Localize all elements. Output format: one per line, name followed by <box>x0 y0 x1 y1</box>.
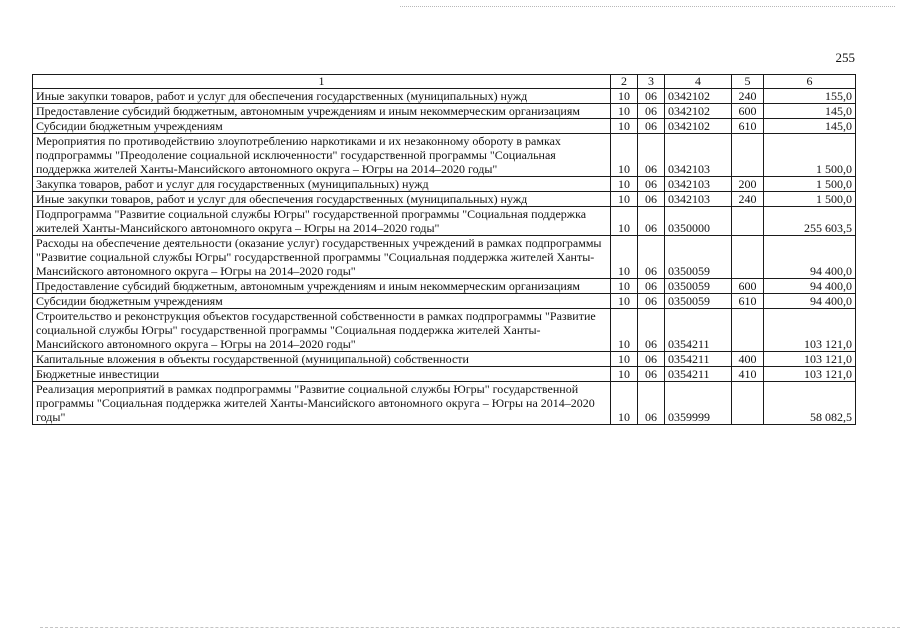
table-row <box>33 294 856 309</box>
row-target-article: 0342103 <box>665 134 732 177</box>
row-target-article: 0342103 <box>665 192 732 207</box>
row-amount: 94 400,0 <box>764 279 856 294</box>
row-subsection: 06 <box>638 294 665 309</box>
page-number: 255 <box>835 50 855 65</box>
table-row <box>33 192 856 207</box>
row-name: Расходы на обеспечение деятельности (оказание услуг) государственных учреждений в рамках подпрограммы "Развитие социальной службы Югры" государственной программы "Социальная поддержка жителей Ханты-Мансийского автономного округа – Югры на 2014–2020 годы" <box>33 236 611 279</box>
row-section: 10 <box>611 236 638 279</box>
row-subsection: 06 <box>638 309 665 352</box>
table-row <box>33 309 856 352</box>
scan-artifact-bottom <box>40 627 900 629</box>
row-section: 10 <box>611 382 638 425</box>
table-header-row <box>33 75 856 89</box>
row-name: Реализация мероприятий в рамках подпрограммы "Развитие социальной службы Югры" государственной программы "Социальная поддержка жителей Ханты-Мансийского автономного округа – Югры на 2014–2020 годы" <box>33 382 611 425</box>
row-name: Бюджетные инвестиции <box>33 367 611 382</box>
row-expense-type: 200 <box>732 177 764 192</box>
row-section: 10 <box>611 367 638 382</box>
row-target-article: 0342102 <box>665 89 732 104</box>
row-subsection: 06 <box>638 104 665 119</box>
column-header-subsection: 3 <box>638 75 665 89</box>
row-target-article: 0342102 <box>665 119 732 134</box>
row-subsection: 06 <box>638 236 665 279</box>
row-expense-type: 610 <box>732 294 764 309</box>
row-subsection: 06 <box>638 382 665 425</box>
row-name: Субсидии бюджетным учреждениям <box>33 119 611 134</box>
row-name: Субсидии бюджетным учреждениям <box>33 294 611 309</box>
row-expense-type <box>732 382 764 425</box>
row-subsection: 06 <box>638 207 665 236</box>
table-row <box>33 119 856 134</box>
row-section: 10 <box>611 309 638 352</box>
row-subsection: 06 <box>638 177 665 192</box>
row-subsection: 06 <box>638 89 665 104</box>
row-name: Предоставление субсидий бюджетным, автономным учреждениям и иным некоммерческим организациям <box>33 279 611 294</box>
row-subsection: 06 <box>638 119 665 134</box>
table-row <box>33 279 856 294</box>
row-name: Мероприятия по противодействию злоупотреблению наркотиками и их незаконному обороту в рамках подпрограммы "Преодоление социальной исключенности" государственной программы "Социальная поддержка жителей Ханты-Мансийского автономного округа – Югры на 2014–2020 годы" <box>33 134 611 177</box>
row-expense-type <box>732 207 764 236</box>
row-section: 10 <box>611 89 638 104</box>
row-name: Иные закупки товаров, работ и услуг для обеспечения государственных (муниципальных) нужд <box>33 89 611 104</box>
table-row <box>33 367 856 382</box>
row-expense-type <box>732 309 764 352</box>
table-row <box>33 104 856 119</box>
scan-artifact-top <box>400 6 895 8</box>
row-subsection: 06 <box>638 192 665 207</box>
row-expense-type: 410 <box>732 367 764 382</box>
row-target-article: 0354211 <box>665 309 732 352</box>
row-target-article: 0354211 <box>665 367 732 382</box>
row-subsection: 06 <box>638 367 665 382</box>
row-amount: 145,0 <box>764 119 856 134</box>
budget-table <box>32 74 856 425</box>
row-subsection: 06 <box>638 134 665 177</box>
row-amount: 58 082,5 <box>764 382 856 425</box>
row-section: 10 <box>611 207 638 236</box>
row-expense-type: 400 <box>732 352 764 367</box>
row-target-article: 0350000 <box>665 207 732 236</box>
row-amount: 1 500,0 <box>764 192 856 207</box>
row-target-article: 0354211 <box>665 352 732 367</box>
row-amount: 1 500,0 <box>764 177 856 192</box>
table-row <box>33 89 856 104</box>
row-amount: 103 121,0 <box>764 309 856 352</box>
row-section: 10 <box>611 192 638 207</box>
row-name: Закупка товаров, работ и услуг для государственных (муниципальных) нужд <box>33 177 611 192</box>
row-amount: 103 121,0 <box>764 367 856 382</box>
row-target-article: 0342103 <box>665 177 732 192</box>
row-name: Капитальные вложения в объекты государственной (муниципальной) собственности <box>33 352 611 367</box>
column-header-expense-type: 5 <box>732 75 764 89</box>
table-row <box>33 352 856 367</box>
row-amount: 103 121,0 <box>764 352 856 367</box>
row-section: 10 <box>611 352 638 367</box>
row-amount: 94 400,0 <box>764 236 856 279</box>
row-amount: 145,0 <box>764 104 856 119</box>
table-row <box>33 177 856 192</box>
row-expense-type <box>732 236 764 279</box>
row-amount: 1 500,0 <box>764 134 856 177</box>
column-header-amount: 6 <box>764 75 856 89</box>
row-target-article: 0342102 <box>665 104 732 119</box>
row-target-article: 0350059 <box>665 236 732 279</box>
row-target-article: 0359999 <box>665 382 732 425</box>
row-name: Иные закупки товаров, работ и услуг для обеспечения государственных (муниципальных) нужд <box>33 192 611 207</box>
row-expense-type: 240 <box>732 192 764 207</box>
row-expense-type: 600 <box>732 279 764 294</box>
row-amount: 94 400,0 <box>764 294 856 309</box>
row-amount: 155,0 <box>764 89 856 104</box>
row-section: 10 <box>611 119 638 134</box>
row-name: Подпрограмма "Развитие социальной службы Югры" государственной программы "Социальная поддержка жителей Ханты-Мансийского автономного округа – Югры на 2014–2020 годы" <box>33 207 611 236</box>
row-subsection: 06 <box>638 279 665 294</box>
row-expense-type: 600 <box>732 104 764 119</box>
row-expense-type: 610 <box>732 119 764 134</box>
table-row <box>33 207 856 236</box>
row-expense-type: 240 <box>732 89 764 104</box>
table-row <box>33 134 856 177</box>
row-name: Предоставление субсидий бюджетным, автономным учреждениям и иным некоммерческим организациям <box>33 104 611 119</box>
row-target-article: 0350059 <box>665 294 732 309</box>
table-row <box>33 382 856 425</box>
row-section: 10 <box>611 279 638 294</box>
column-header-section: 2 <box>611 75 638 89</box>
row-target-article: 0350059 <box>665 279 732 294</box>
row-name: Строительство и реконструкция объектов государственной собственности в рамках подпрограммы "Развитие социальной службы Югры" государственной программы "Социальная поддержка жителей Ханты-Мансийского автономного округа – Югры на 2014–2020 годы" <box>33 309 611 352</box>
table-row <box>33 236 856 279</box>
column-header-name: 1 <box>33 75 611 89</box>
column-header-target-article: 4 <box>665 75 732 89</box>
row-expense-type <box>732 134 764 177</box>
row-subsection: 06 <box>638 352 665 367</box>
row-amount: 255 603,5 <box>764 207 856 236</box>
row-section: 10 <box>611 294 638 309</box>
row-section: 10 <box>611 104 638 119</box>
row-section: 10 <box>611 177 638 192</box>
row-section: 10 <box>611 134 638 177</box>
